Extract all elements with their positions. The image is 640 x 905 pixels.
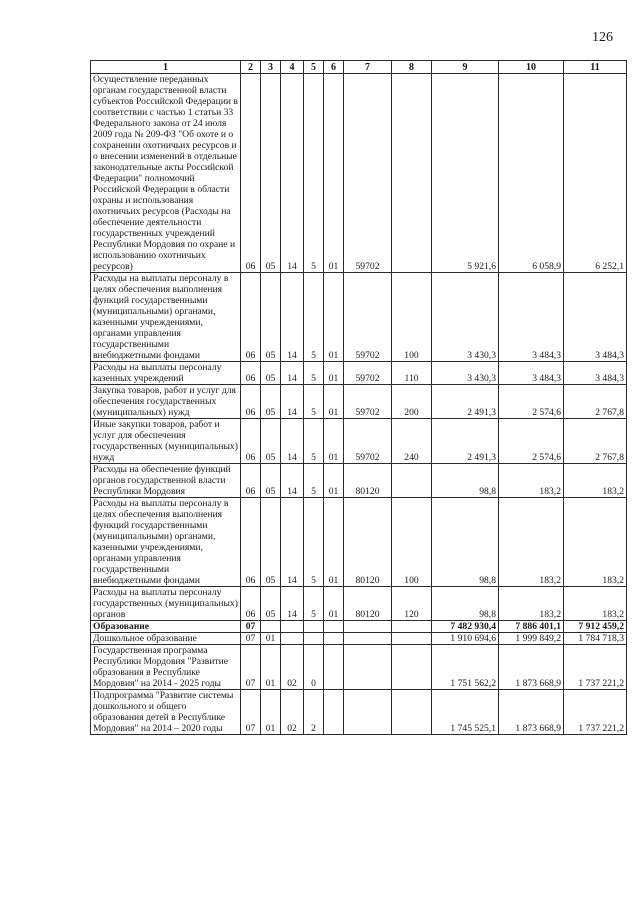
amount-year-2: 183,2	[499, 498, 564, 587]
amount-year-2: 1 873 668,9	[499, 690, 564, 735]
code-expense-type	[392, 690, 432, 735]
column-header: 5	[304, 61, 324, 74]
amount-year-3: 1 784 718,3	[564, 633, 627, 645]
column-header: 7	[344, 61, 392, 74]
code-measure	[324, 621, 344, 633]
amount-year-3: 6 252,1	[564, 74, 627, 273]
code-subprogram: 5	[304, 273, 324, 362]
code-expense-type	[392, 464, 432, 498]
code-program: 14	[281, 498, 304, 587]
code-subprogram: 5	[304, 74, 324, 273]
amount-year-2: 7 886 401,1	[499, 621, 564, 633]
code-expense-type: 120	[392, 587, 432, 621]
column-header: 2	[241, 61, 261, 74]
code-section: 05	[261, 498, 281, 587]
amount-year-2: 183,2	[499, 464, 564, 498]
column-header: 4	[281, 61, 304, 74]
code-section: 05	[261, 587, 281, 621]
code-measure	[324, 690, 344, 735]
code-program	[281, 621, 304, 633]
code-subprogram: 5	[304, 587, 324, 621]
amount-year-3: 183,2	[564, 587, 627, 621]
amount-year-1: 1 751 562,2	[432, 645, 499, 690]
code-direction	[344, 621, 392, 633]
code-measure: 01	[324, 498, 344, 587]
code-measure: 01	[324, 273, 344, 362]
row-description: Закупка товаров, работ и услуг для обеспечения государственных (муниципальных) нужд	[91, 385, 241, 419]
code-chapter: 07	[241, 621, 261, 633]
row-description: Государственная программа Республики Мордовия "Развитие образования в Республике Мордовия" на 2014 - 2025 годы	[91, 645, 241, 690]
row-description: Расходы на выплаты персоналу в целях обеспечения выполнения функций государственными (муниципальными) органами, казенными учреждениями, органами управления государственными внебюджетными фондами	[91, 273, 241, 362]
row-description: Осуществление переданных органам государственной власти субъектов Российской Федерации в соответствии с частью 1 статьи 33 Федерального закона от 24 июля 2009 года № 209-ФЗ "Об охоте и о сохранении охотничьих ресурсов и о внесении изменений в отдельные законодательные акты Российской Федерации" полномочий Российской Федерации в области охраны и использования охотничьих ресурсов (Расходы на обеспечение деятельности государственных учреждений Республики Мордовия по охране и использованию охотничьих ресурсов)	[91, 74, 241, 273]
code-expense-type: 110	[392, 362, 432, 385]
code-chapter: 06	[241, 362, 261, 385]
code-program: 14	[281, 587, 304, 621]
column-header: 6	[324, 61, 344, 74]
amount-year-3: 2 767,8	[564, 419, 627, 464]
code-expense-type	[392, 633, 432, 645]
code-measure: 01	[324, 587, 344, 621]
code-expense-type: 100	[392, 273, 432, 362]
code-section: 05	[261, 273, 281, 362]
code-direction: 59702	[344, 273, 392, 362]
code-direction	[344, 633, 392, 645]
table-row	[91, 690, 627, 735]
table-row	[91, 273, 627, 362]
code-program: 02	[281, 690, 304, 735]
amount-year-2: 3 484,3	[499, 273, 564, 362]
amount-year-2: 1 999 849,2	[499, 633, 564, 645]
code-section: 01	[261, 645, 281, 690]
amount-year-1: 1 910 694,6	[432, 633, 499, 645]
row-description: Расходы на выплаты персоналу государственных (муниципальных) органов	[91, 587, 241, 621]
code-measure	[324, 645, 344, 690]
code-section: 05	[261, 385, 281, 419]
code-program: 14	[281, 362, 304, 385]
amount-year-1: 98,8	[432, 587, 499, 621]
amount-year-1: 3 430,3	[432, 362, 499, 385]
code-measure: 01	[324, 362, 344, 385]
code-section: 05	[261, 74, 281, 273]
amount-year-3: 3 484,3	[564, 273, 627, 362]
code-program: 14	[281, 419, 304, 464]
amount-year-3: 183,2	[564, 498, 627, 587]
code-direction: 80120	[344, 587, 392, 621]
column-header: 10	[499, 61, 564, 74]
code-subprogram: 5	[304, 362, 324, 385]
code-chapter: 06	[241, 273, 261, 362]
code-measure: 01	[324, 385, 344, 419]
column-header: 8	[392, 61, 432, 74]
row-description: Расходы на выплаты персоналу казенных учреждений	[91, 362, 241, 385]
code-section: 05	[261, 464, 281, 498]
code-chapter: 06	[241, 419, 261, 464]
row-description: Иные закупки товаров, работ и услуг для обеспечения государственных (муниципальных) нужд	[91, 419, 241, 464]
row-description: Подпрограмма "Развитие системы дошкольного и общего образования детей в Республике Мордовия" на 2014 – 2020 годы	[91, 690, 241, 735]
code-program: 02	[281, 645, 304, 690]
amount-year-3: 2 767,8	[564, 385, 627, 419]
code-program: 14	[281, 464, 304, 498]
amount-year-3: 1 737 221,2	[564, 690, 627, 735]
row-description: Расходы на выплаты персоналу в целях обеспечения выполнения функций государственными (муниципальными) органами, казенными учреждениями, органами управления государственными внебюджетными фондами	[91, 498, 241, 587]
code-subprogram: 5	[304, 385, 324, 419]
code-expense-type	[392, 645, 432, 690]
amount-year-3: 7 912 459,2	[564, 621, 627, 633]
amount-year-2: 183,2	[499, 587, 564, 621]
code-measure: 01	[324, 464, 344, 498]
amount-year-1: 1 745 525,1	[432, 690, 499, 735]
code-expense-type: 100	[392, 498, 432, 587]
table-header-row	[91, 61, 627, 74]
code-subprogram: 5	[304, 498, 324, 587]
amount-year-2: 1 873 668,9	[499, 645, 564, 690]
amount-year-2: 3 484,3	[499, 362, 564, 385]
code-program: 14	[281, 385, 304, 419]
amount-year-3: 183,2	[564, 464, 627, 498]
code-section: 01	[261, 633, 281, 645]
amount-year-1: 7 482 930,4	[432, 621, 499, 633]
table-row	[91, 621, 627, 633]
amount-year-1: 2 491,3	[432, 419, 499, 464]
code-direction: 80120	[344, 464, 392, 498]
code-chapter: 07	[241, 690, 261, 735]
amount-year-2: 2 574,6	[499, 385, 564, 419]
column-header: 1	[91, 61, 241, 74]
code-section: 05	[261, 362, 281, 385]
table-row	[91, 362, 627, 385]
page-number: 126	[592, 30, 613, 45]
code-chapter: 06	[241, 74, 261, 273]
column-header: 11	[564, 61, 627, 74]
code-direction: 59702	[344, 362, 392, 385]
table-row	[91, 385, 627, 419]
code-subprogram: 5	[304, 464, 324, 498]
code-measure	[324, 633, 344, 645]
code-program: 14	[281, 74, 304, 273]
code-program	[281, 633, 304, 645]
code-subprogram: 5	[304, 419, 324, 464]
code-chapter: 06	[241, 498, 261, 587]
table-row	[91, 419, 627, 464]
amount-year-1: 2 491,3	[432, 385, 499, 419]
code-program: 14	[281, 273, 304, 362]
table-row	[91, 464, 627, 498]
code-direction	[344, 645, 392, 690]
amount-year-1: 98,8	[432, 498, 499, 587]
table-row	[91, 587, 627, 621]
amount-year-1: 5 921,6	[432, 74, 499, 273]
code-subprogram: 0	[304, 645, 324, 690]
code-direction: 59702	[344, 74, 392, 273]
code-direction: 59702	[344, 385, 392, 419]
amount-year-3: 3 484,3	[564, 362, 627, 385]
code-chapter: 06	[241, 587, 261, 621]
amount-year-3: 1 737 221,2	[564, 645, 627, 690]
code-measure: 01	[324, 74, 344, 273]
code-expense-type	[392, 74, 432, 273]
amount-year-2: 6 058,9	[499, 74, 564, 273]
row-description: Расходы на обеспечение функций органов государственной власти Республики Мордовия	[91, 464, 241, 498]
amount-year-1: 3 430,3	[432, 273, 499, 362]
code-chapter: 07	[241, 633, 261, 645]
code-section: 05	[261, 419, 281, 464]
table-row	[91, 645, 627, 690]
amount-year-2: 2 574,6	[499, 419, 564, 464]
row-description: Дошкольное образование	[91, 633, 241, 645]
code-section: 01	[261, 690, 281, 735]
code-direction: 59702	[344, 419, 392, 464]
code-chapter: 06	[241, 464, 261, 498]
amount-year-1: 98,8	[432, 464, 499, 498]
table-row	[91, 498, 627, 587]
column-header: 9	[432, 61, 499, 74]
code-direction: 80120	[344, 498, 392, 587]
budget-table	[90, 60, 627, 735]
code-subprogram	[304, 621, 324, 633]
code-subprogram	[304, 633, 324, 645]
code-subprogram: 2	[304, 690, 324, 735]
code-expense-type: 240	[392, 419, 432, 464]
row-description: Образование	[91, 621, 241, 633]
code-section	[261, 621, 281, 633]
table-row	[91, 633, 627, 645]
code-chapter: 06	[241, 385, 261, 419]
code-expense-type	[392, 621, 432, 633]
code-expense-type: 200	[392, 385, 432, 419]
table-row	[91, 74, 627, 273]
code-chapter: 07	[241, 645, 261, 690]
column-header: 3	[261, 61, 281, 74]
code-direction	[344, 690, 392, 735]
code-measure: 01	[324, 419, 344, 464]
